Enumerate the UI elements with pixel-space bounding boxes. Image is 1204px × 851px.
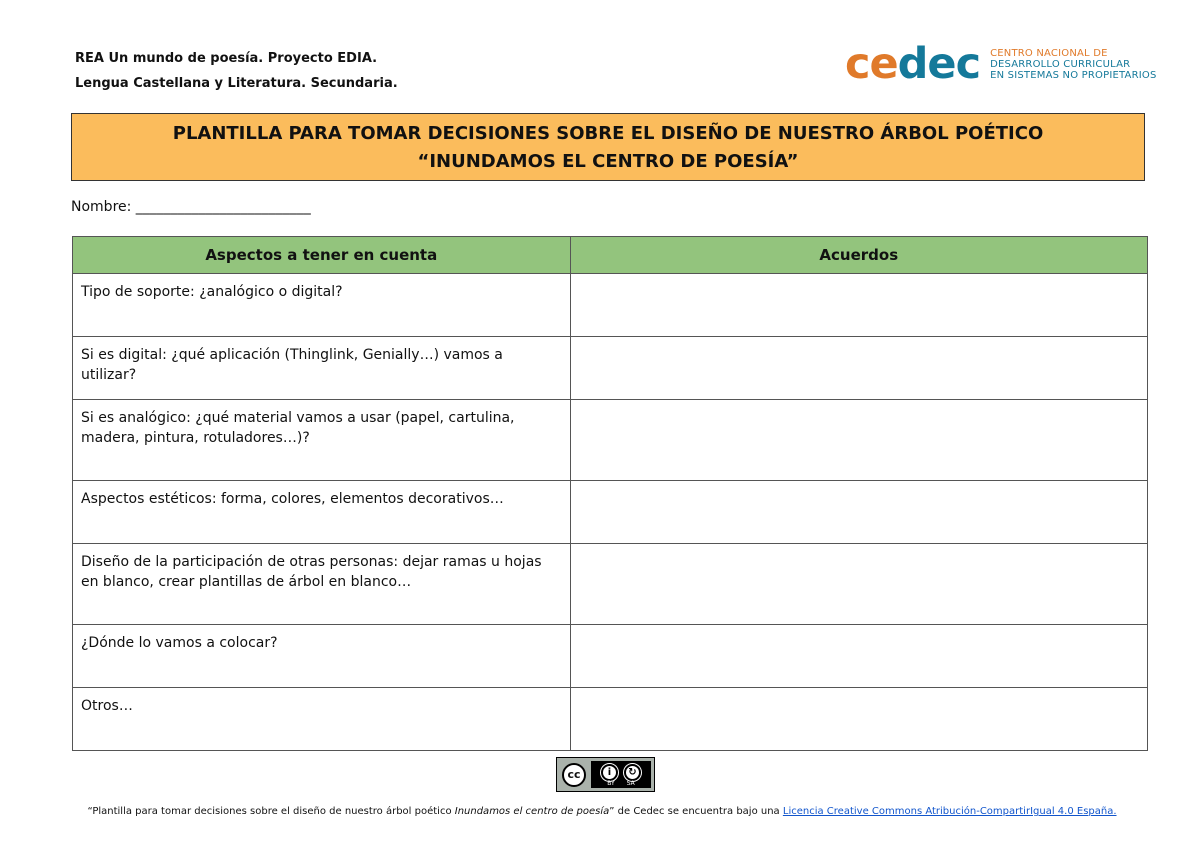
table-row (73, 625, 1148, 688)
aspect-cell: Otros… (73, 688, 571, 751)
title-banner (71, 113, 1145, 181)
header-aspects: Aspectos a tener en cuenta (73, 237, 571, 274)
agreement-cell[interactable] (570, 400, 1147, 481)
header-agreements: Acuerdos (570, 237, 1147, 274)
cc-license-badge[interactable] (556, 757, 655, 792)
aspect-cell: Diseño de la participación de otras personas: dejar ramas u hojas en blanco, crear plantillas de árbol en blanco… (73, 544, 571, 625)
title-line-1: PLANTILLA PARA TOMAR DECISIONES SOBRE EL DISEÑO DE NUESTRO ÁRBOL POÉTICO (172, 123, 1044, 144)
agreement-cell[interactable] (570, 544, 1147, 625)
table-row (73, 400, 1148, 481)
agreement-cell[interactable] (570, 337, 1147, 400)
agreement-cell[interactable] (570, 625, 1147, 688)
agreement-cell[interactable] (570, 274, 1147, 337)
aspect-cell: Tipo de soporte: ¿analógico o digital? (73, 274, 571, 337)
license-link[interactable]: Licencia Creative Commons Atribución-CompartirIgual 4.0 España. (782, 806, 1117, 817)
header-line-1: REA Un mundo de poesía. Proyecto EDIA. (75, 51, 378, 66)
share-alike-icon: ↻ (624, 764, 641, 781)
table-row (73, 688, 1148, 751)
license-footer: “Plantilla para tomar decisiones sobre el diseño de nuestro árbol poético Inundamos el centro de poesía” de Cedec se encuentra bajo una Licencia Creative Commons Atribución-CompartirIgual 4.0 España. (87, 806, 1117, 817)
cc-icon: cc (562, 763, 586, 787)
table-row (73, 274, 1148, 337)
title-line-2: “INUNDAMOS EL CENTRO DE POESÍA” (417, 151, 799, 172)
aspect-cell: ¿Dónde lo vamos a colocar? (73, 625, 571, 688)
cedec-logo (845, 40, 1157, 88)
by-label: BY (607, 780, 615, 787)
table-row (73, 544, 1148, 625)
aspect-cell: Aspectos estéticos: forma, colores, elementos decorativos… (73, 481, 571, 544)
agreement-cell[interactable] (570, 481, 1147, 544)
name-field[interactable]: Nombre: _________________________ (71, 199, 311, 215)
table-header-row (73, 237, 1148, 274)
attribution-icon: i (601, 764, 618, 781)
cedec-logo-subtitle: CENTRO NACIONAL DE DESARROLLO CURRICULAR EN SISTEMAS NO PROPIETARIOS (990, 47, 1157, 81)
sa-label: SA (626, 780, 635, 787)
table-row (73, 337, 1148, 400)
cedec-logo-word: cedec (845, 39, 981, 89)
agreement-cell[interactable] (570, 688, 1147, 751)
decision-table (72, 236, 1148, 751)
aspect-cell: Si es digital: ¿qué aplicación (Thinglink, Genially…) vamos a utilizar? (73, 337, 571, 400)
table-row (73, 481, 1148, 544)
document-header (75, 46, 398, 96)
aspect-cell: Si es analógico: ¿qué material vamos a usar (papel, cartulina, madera, pintura, rotuladores…)? (73, 400, 571, 481)
header-line-2: Lengua Castellana y Literatura. Secundaria. (75, 76, 398, 91)
